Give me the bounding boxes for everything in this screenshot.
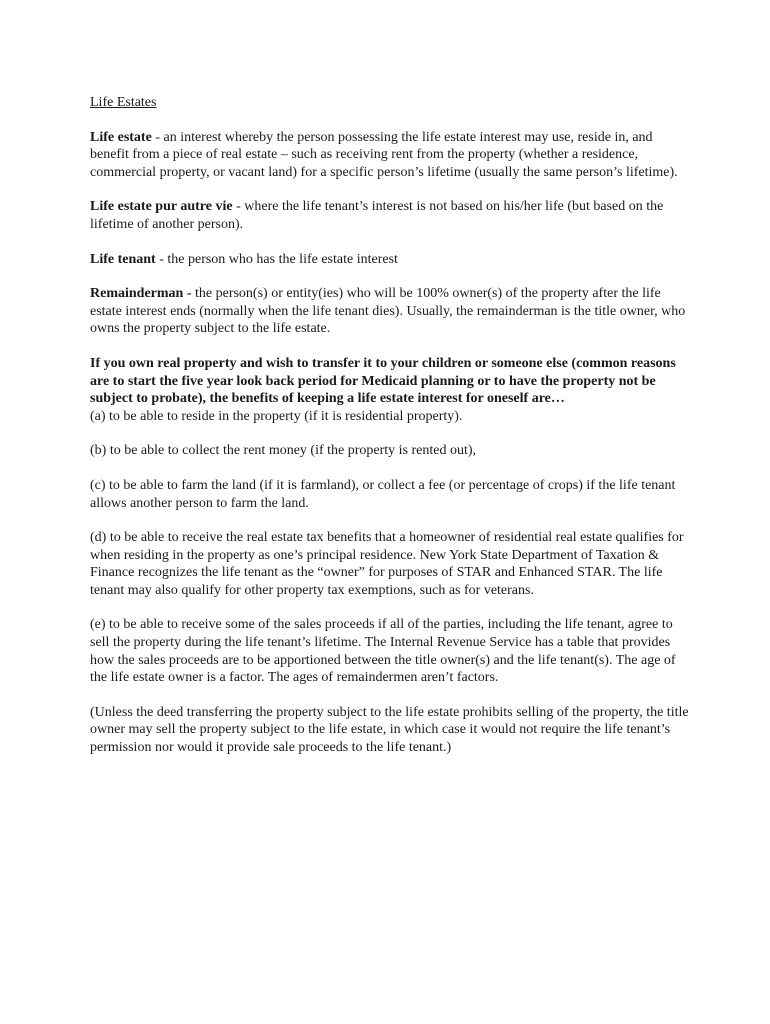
closing-note: (Unless the deed transferring the property subject to the life estate prohibits selling of the property, the title owner may sell the property subject to the life estate, in which case it would not require the life tenant’s permission nor would it provide sale proceeds to the life tenant.) xyxy=(90,704,689,756)
document-title: Life Estates xyxy=(90,95,157,110)
definition-life-tenant xyxy=(90,251,690,269)
benefit-item-c: (c) to be able to farm the land (if it is farmland), or collect a fee (or percentage of crops) if the life tenant allows another person to farm the land. xyxy=(90,477,676,511)
definition-pur-autre-vie xyxy=(90,198,690,233)
benefit-item-a: (a) to be able to reside in the property (if it is residential property). xyxy=(90,408,463,424)
definition-text: - the person who has the life estate interest xyxy=(155,251,398,267)
definition-term: Life estate xyxy=(90,129,152,145)
document-page xyxy=(90,94,690,774)
benefit-item-e: (e) to be able to receive some of the sales proceeds if all of the parties, including the life tenant, agree to sell the property during the life tenant’s lifetime. The Internal Revenue Service has a table that provides how the sales proceeds are to be apportioned between the title owner(s) and the life tenant(s). The age of the life estate owner is a factor. The ages of remaindermen aren’t factors. xyxy=(90,617,676,686)
definition-text: - an interest whereby the person possessing the life estate interest may use, reside in, and benefit from a piece of real estate – such as receiving rent from the property (whether a residence, commercial property, or vacant land) for a specific person’s lifetime (usually the same person’s lifetime). xyxy=(90,129,678,180)
definition-term: Remainderman - xyxy=(90,286,192,302)
definition-term: Life estate pur autre vie xyxy=(90,199,233,215)
definition-remainderman xyxy=(90,285,690,338)
benefit-item-b: (b) to be able to collect the rent money (if the property is rented out), xyxy=(90,443,477,459)
definition-term: Life tenant xyxy=(90,251,156,267)
definition-text: the person(s) or entity(ies) who will be 100% owner(s) of the property after the life estate interest ends (normally when the life tenant dies). Usually, the remainderman is the title owner, who owns the property subject to the life estate. xyxy=(90,286,686,337)
definition-text: - where the life tenant’s interest is not based on his/her life (but based on the lifetime of another person). xyxy=(90,199,664,232)
benefits-intro: If you own real property and wish to transfer it to your children or someone else (common reasons are to start the five year look back period for Medicaid planning or to have the property not be subject to probate), the benefits of keeping a life estate interest for oneself are… xyxy=(90,355,676,407)
definition-life-estate xyxy=(90,129,690,182)
benefit-item-d: (d) to be able to receive the real estate tax benefits that a homeowner of residential real estate qualifies for when residing in the property as one’s principal residence. New York State Department of Taxation & Finance recognizes the life tenant as the “owner” for purposes of STAR and Enhanced STAR. The life tenant may also qualify for other property tax exemptions, such as for veterans. xyxy=(90,530,684,598)
